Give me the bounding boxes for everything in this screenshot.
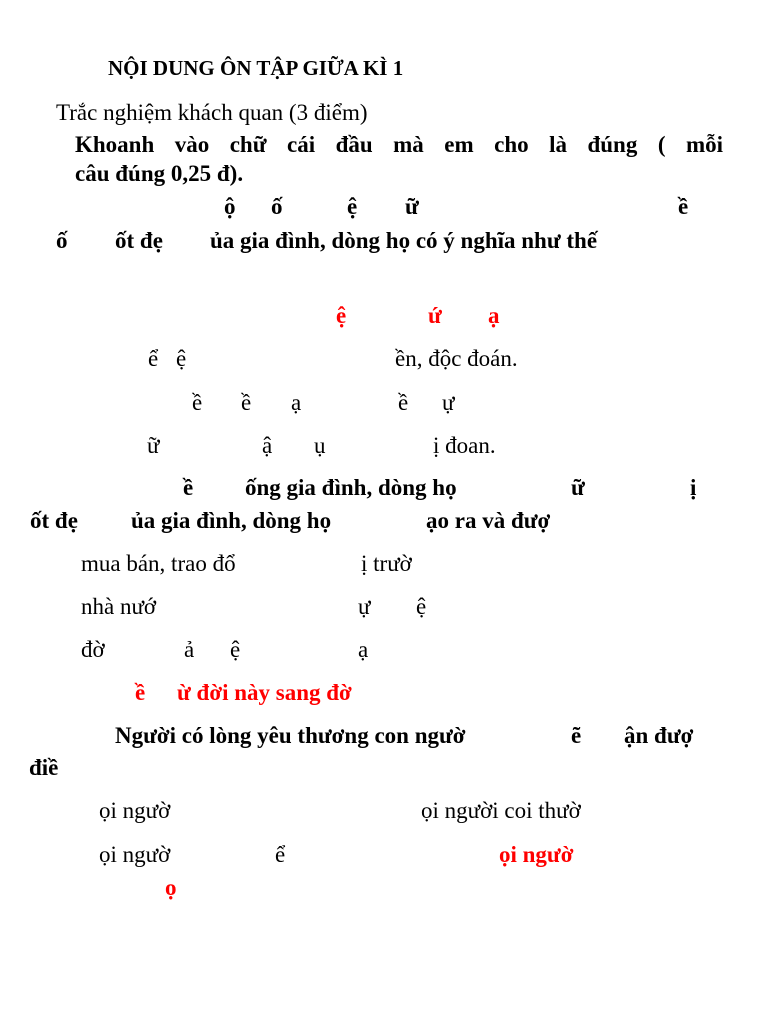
q2-answer-fragment: ề <box>135 680 146 705</box>
q2-answer-text: ừ đời này sang đờ <box>177 680 352 705</box>
q3-answer-text: ọi ngườ <box>499 842 574 867</box>
q1-option-text: ền, độc đoán. <box>395 346 518 371</box>
q1-option-fragment: ề <box>241 390 252 415</box>
q1-option-fragment: ệ <box>176 346 187 371</box>
q3-stem-text: điề <box>29 755 59 780</box>
q1-stem-fragment: ốt đẹ <box>115 228 163 253</box>
q1-answer-fragment: ệ <box>336 303 347 328</box>
q1-stem-text: ủa gia đình, dòng họ có ý nghĩa như thế <box>210 228 598 253</box>
instruction-line-2: câu đúng 0,25 đ). <box>75 161 244 186</box>
q2-stem-text: ống gia đình, dòng họ <box>245 475 457 500</box>
q1-answer-fragment: ạ <box>488 303 500 328</box>
q1-option-fragment: ể <box>148 346 159 371</box>
q1-option-fragment: ữ <box>147 433 160 458</box>
q1-option-fragment: ậ <box>262 433 273 458</box>
q1-option-fragment: ề <box>192 390 203 415</box>
q1-fragment: ề <box>678 194 689 219</box>
q1-option-fragment: ự <box>442 390 455 415</box>
section-heading: Trắc nghiệm khách quan (3 điểm) <box>56 100 368 125</box>
q1-fragment: ộ <box>224 194 236 219</box>
q1-fragment: ố <box>271 194 283 219</box>
q3-option-text: ọi ngườ <box>99 798 171 823</box>
q2-option-text: mua bán, trao đổ <box>81 551 236 576</box>
q3-option-text: ọi ngườ <box>99 842 171 867</box>
q1-answer-fragment: ứ <box>428 303 442 328</box>
q2-option-text: ị trườ <box>361 551 412 576</box>
q3-stem-text: Người có lòng yêu thương con ngườ <box>115 723 466 748</box>
q1-option-text: ị đoan. <box>433 433 496 458</box>
q2-option-fragment: ệ <box>230 637 241 662</box>
q3-stem-text: ận đượ <box>624 723 694 748</box>
q3-stem-fragment: ẽ <box>571 723 582 748</box>
q3-option-fragment: ể <box>275 842 286 867</box>
instruction-line-1: Khoanh vào chữ cái đầu mà em cho là đúng ( mỗi <box>75 132 723 157</box>
q2-stem-text: ạo ra và đượ <box>426 508 551 533</box>
q2-option-fragment: ự <box>358 594 371 619</box>
q1-fragment: ữ <box>405 194 419 219</box>
q2-option-fragment: ạ <box>358 637 369 662</box>
q2-option-fragment: ệ <box>416 594 427 619</box>
q1-option-fragment: ề <box>398 390 409 415</box>
q3-option-text: ọi người coi thườ <box>421 798 581 823</box>
q3-answer-fragment: ọ <box>165 875 177 900</box>
q2-option-text: đờ <box>81 637 105 662</box>
q2-option-fragment: ả <box>184 637 195 662</box>
q2-stem-fragment: ị <box>690 475 697 500</box>
q2-stem-fragment: ề <box>183 475 194 500</box>
q2-stem-text: ủa gia đình, dòng họ <box>131 508 332 533</box>
q2-option-text: nhà nướ <box>81 594 157 619</box>
q1-stem-fragment: ố <box>56 228 68 253</box>
q2-stem-fragment: ốt đẹ <box>30 508 78 533</box>
document-title: NỘI DUNG ÔN TẬP GIỮA KÌ 1 <box>108 56 404 80</box>
q1-option-fragment: ụ <box>314 433 326 458</box>
q2-stem-fragment: ữ <box>571 475 585 500</box>
q1-option-fragment: ạ <box>291 390 302 415</box>
q1-fragment: ệ <box>347 194 358 219</box>
